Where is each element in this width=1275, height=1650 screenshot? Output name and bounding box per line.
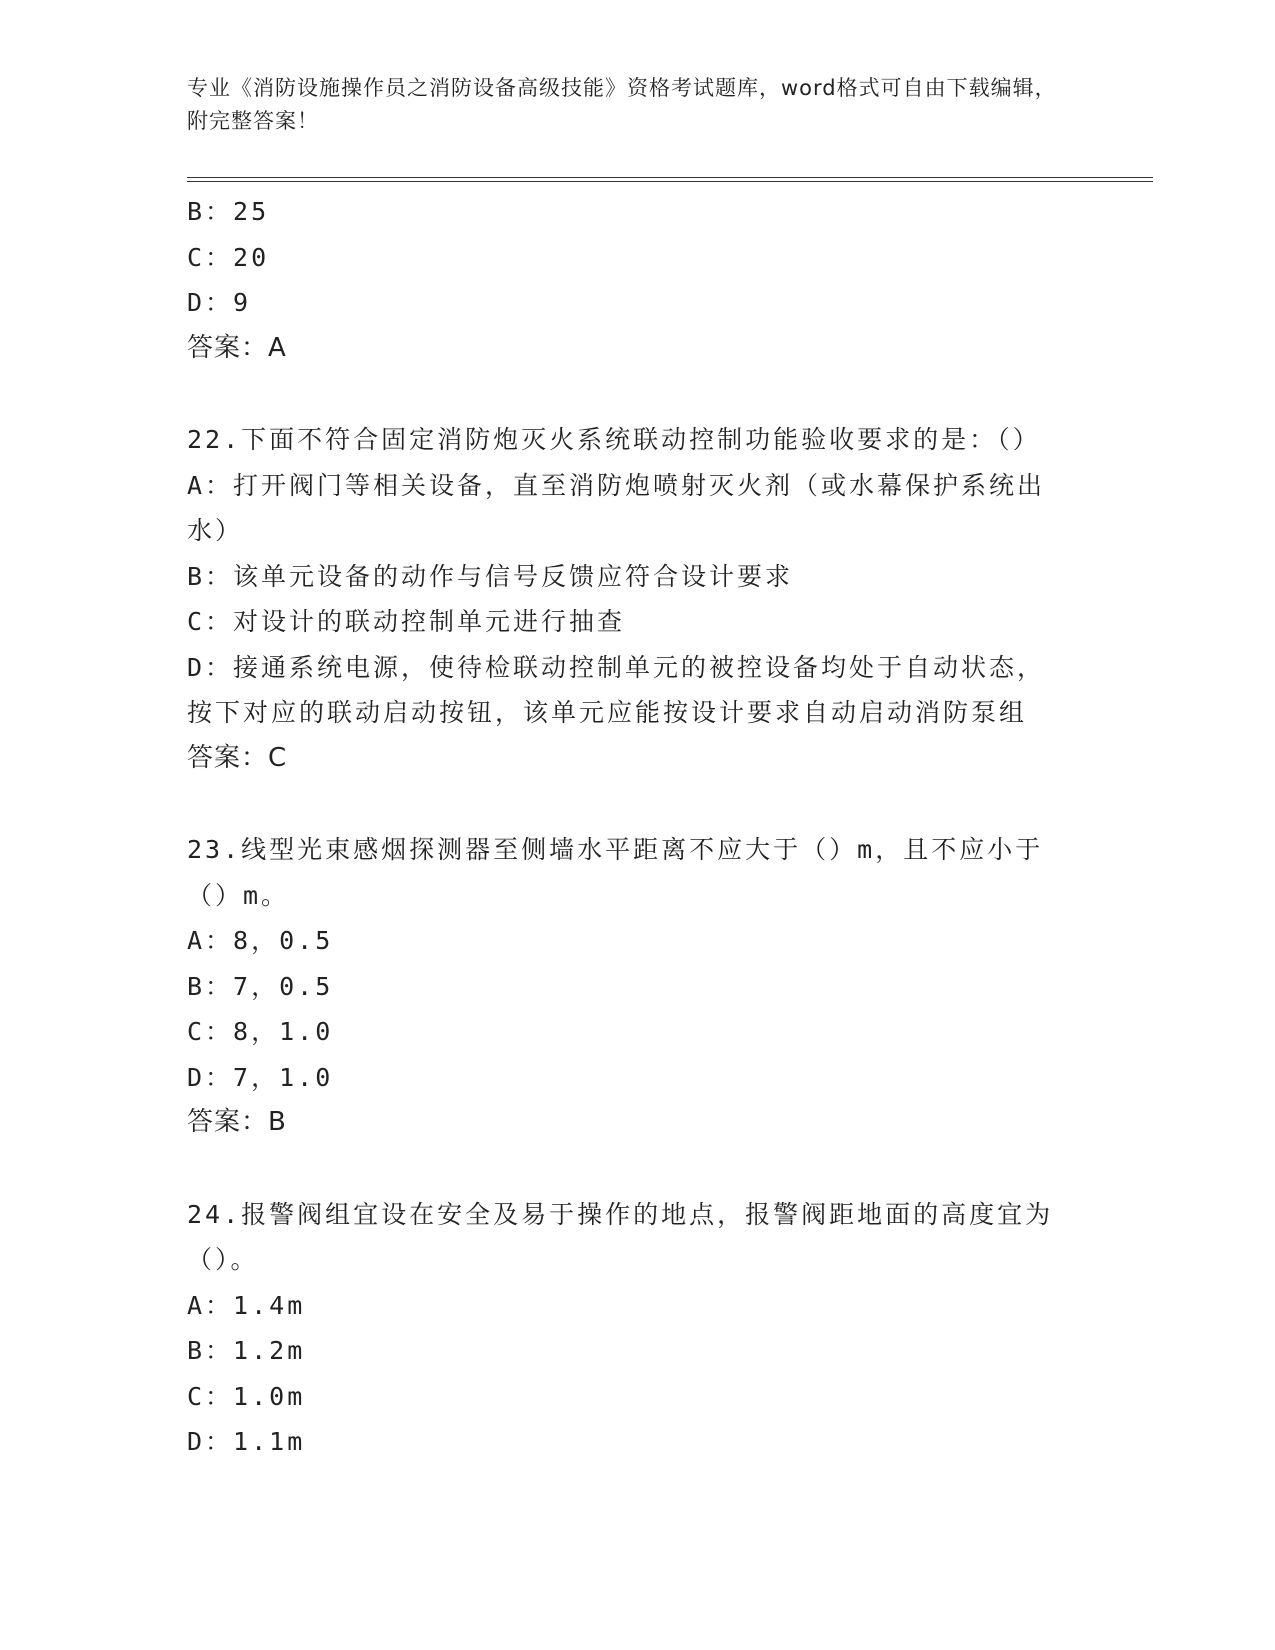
question-23 xyxy=(187,827,1087,1146)
option-b: B：25 xyxy=(187,197,270,226)
option-c: C：对设计的联动控制单元进行抽查 xyxy=(187,607,626,636)
option-a: A：打开阀门等相关设备，直至消防炮喷射灭火剂（或水幕保护系统出 xyxy=(187,470,1046,500)
option-d: D：7，1.0 xyxy=(187,1062,334,1092)
question-text: 24.报警阀组宜设在安全及易于操作的地点，报警阀距地面的高度宜为 xyxy=(187,1199,1054,1229)
option-b: B：1.2m xyxy=(187,1336,306,1365)
question-text-continued: （）。 xyxy=(187,1245,259,1274)
question-text: 23.线型光束感烟探测器至侧墙水平距离不应大于（）m，且不应小于 xyxy=(187,835,1044,864)
option-c: C：1.0m xyxy=(187,1381,306,1411)
answer-line: 答案：B xyxy=(187,1107,287,1137)
question-text-continued: （）m。 xyxy=(187,880,290,910)
option-c: C：8，1.0 xyxy=(187,1017,334,1046)
previous-question xyxy=(187,189,1087,371)
option-b: B：7，0.5 xyxy=(187,971,334,1001)
spacer xyxy=(187,1146,1087,1192)
option-d: D：接通系统电源，使待检联动控制单元的被控设备均处于自动状态， xyxy=(187,652,1046,682)
answer-line: 答案：C xyxy=(187,742,288,773)
spacer xyxy=(187,371,1087,417)
spacer xyxy=(187,781,1087,827)
option-a: A：1.4m xyxy=(187,1290,306,1320)
question-text: 22.下面不符合固定消防炮灭火系统联动控制功能验收要求的是：（） xyxy=(187,425,1041,454)
header-divider xyxy=(187,177,1153,182)
option-b: B：该单元设备的动作与信号反馈应符合设计要求 xyxy=(187,561,794,591)
option-a: A：8，0.5 xyxy=(187,926,334,955)
option-d: D：9 xyxy=(187,288,252,317)
question-22 xyxy=(187,417,1087,781)
answer-line: 答案：A xyxy=(187,332,287,363)
option-a-continued: 水） xyxy=(187,516,244,545)
page-header: 专业《消防设施操作员之消防设备高级技能》资格考试题库，word格式可自由下载编辑，附完整答案！ xyxy=(187,76,1057,133)
question-24 xyxy=(187,1192,1087,1465)
option-c: C：20 xyxy=(187,242,270,272)
document-body xyxy=(187,189,1087,1465)
option-d-continued: 按下对应的联动启动按钮，该单元应能按设计要求自动启动消防泵组 xyxy=(187,698,1028,727)
option-d: D：1.1m xyxy=(187,1427,306,1456)
